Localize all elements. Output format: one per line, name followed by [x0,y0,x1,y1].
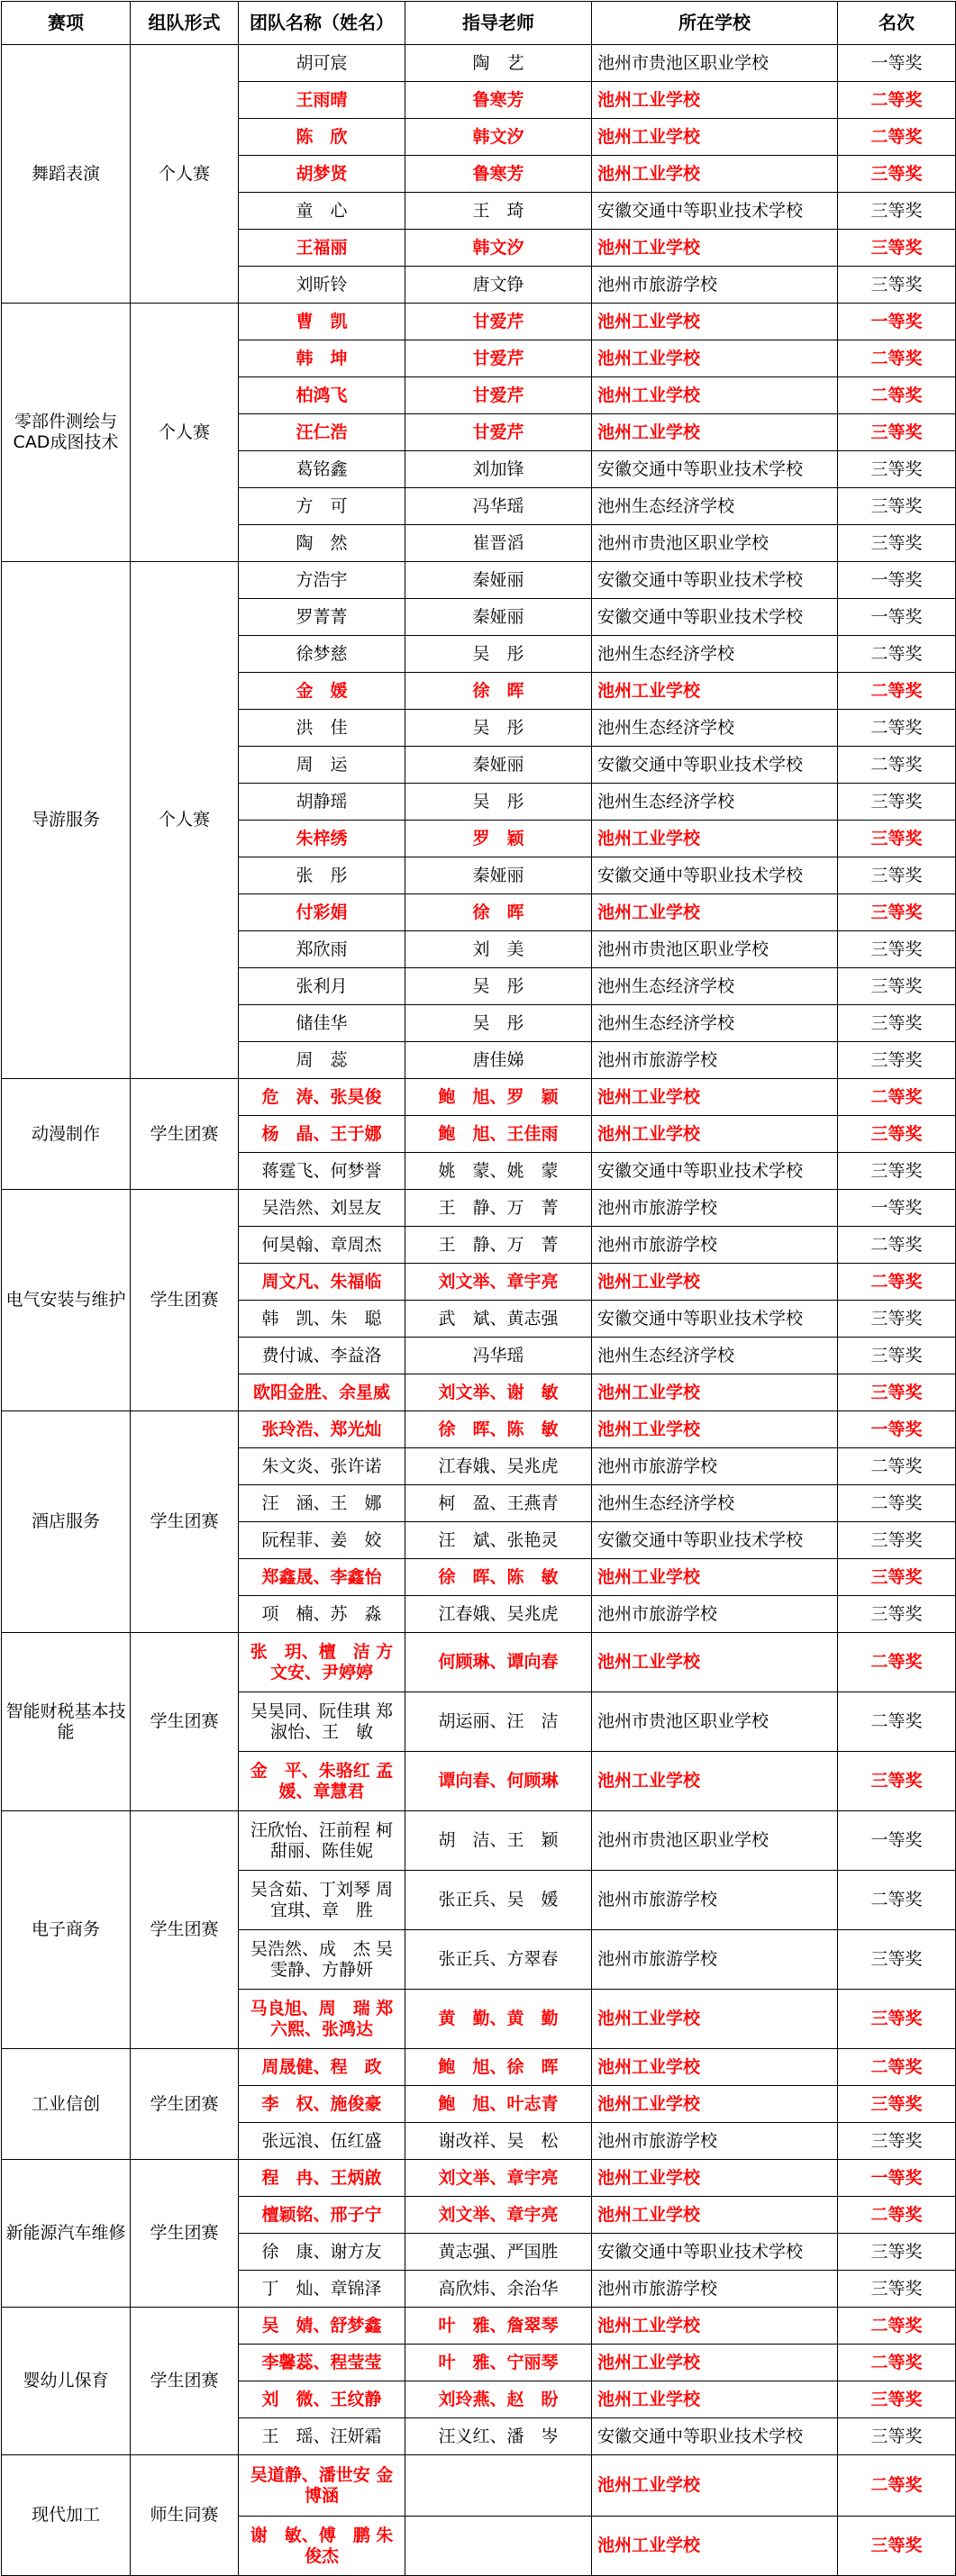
team-name-cell: 吴浩然、成 杰 吴雯静、方静妍 [239,1930,405,1990]
rank-cell: 三等奖 [838,1752,956,1811]
teacher-cell: 汪 斌、张艳灵 [405,1522,592,1559]
rank-cell: 二等奖 [838,1264,956,1301]
event-cell: 现代加工 [2,2455,131,2576]
header-format: 组队形式 [131,2,239,45]
teacher-cell: 柯 盈、王燕青 [405,1485,592,1522]
school-cell: 池州工业学校 [592,2308,838,2345]
teacher-cell: 谭向春、何顾琳 [405,1752,592,1811]
teacher-cell: 秦娅丽 [405,599,592,636]
school-cell: 池州市贵池区职业学校 [592,931,838,968]
team-name-cell: 周晟健、程 政 [239,2049,405,2086]
event-cell: 零部件测绘与CAD成图技术 [2,304,131,562]
table-row [2,2308,956,2345]
rank-cell: 一等奖 [838,45,956,82]
school-cell: 池州市贵池区职业学校 [592,1692,838,1752]
table-row [2,2455,956,2517]
event-cell: 电子商务 [2,1811,131,2049]
format-cell: 学生团赛 [131,1190,239,1411]
table-row [2,1811,956,1871]
school-cell: 池州生态经济学校 [592,1005,838,1042]
rank-cell: 二等奖 [838,82,956,119]
awards-table [1,1,956,2576]
school-cell: 池州工业学校 [592,230,838,267]
team-name-cell: 汪 涵、王 娜 [239,1485,405,1522]
team-name-cell: 金 平、朱骆红 孟 媛、章慧君 [239,1752,405,1811]
team-name-cell: 张远浪、伍红盛 [239,2123,405,2160]
teacher-cell: 何顾琳、谭向春 [405,1633,592,1692]
school-cell: 安徽交通中等职业技术学校 [592,2234,838,2271]
teacher-cell: 刘文举、谢 敏 [405,1374,592,1411]
school-cell: 池州工业学校 [592,1633,838,1692]
rank-cell: 二等奖 [838,1079,956,1116]
rank-cell: 二等奖 [838,340,956,377]
rank-cell: 三等奖 [838,2418,956,2455]
teacher-cell: 黄志强、严国胜 [405,2234,592,2271]
format-cell: 学生团赛 [131,1811,239,2049]
rank-cell: 二等奖 [838,2308,956,2345]
team-name-cell: 陈 欣 [239,119,405,156]
school-cell: 安徽交通中等职业技术学校 [592,599,838,636]
teacher-cell: 叶 雅、宁丽琴 [405,2345,592,2381]
header-teacher: 指导老师 [405,2,592,45]
team-name-cell: 葛铭鑫 [239,451,405,488]
rank-cell: 三等奖 [838,2086,956,2123]
teacher-cell: 罗 颖 [405,821,592,857]
teacher-cell: 陶 艺 [405,45,592,82]
rank-cell: 二等奖 [838,2197,956,2234]
rank-cell: 一等奖 [838,1811,956,1871]
school-cell: 池州工业学校 [592,1079,838,1116]
event-cell: 智能财税基本技能 [2,1633,131,1811]
rank-cell: 二等奖 [838,1692,956,1752]
teacher-cell: 徐 晖、陈 敏 [405,1411,592,1448]
event-cell: 酒店服务 [2,1411,131,1633]
team-name-cell: 朱梓绣 [239,821,405,857]
event-cell: 工业信创 [2,2049,131,2160]
rank-cell: 一等奖 [838,1411,956,1448]
rank-cell: 三等奖 [838,2234,956,2271]
school-cell: 池州市贵池区职业学校 [592,525,838,562]
school-cell: 安徽交通中等职业技术学校 [592,857,838,894]
teacher-cell: 刘 美 [405,931,592,968]
format-cell: 学生团赛 [131,2160,239,2308]
school-cell: 池州工业学校 [592,414,838,451]
team-name-cell: 吴含茹、丁刘琴 周宜琪、章 胜 [239,1871,405,1930]
table-row [2,1411,956,1448]
school-cell: 池州市贵池区职业学校 [592,1811,838,1871]
school-cell: 池州工业学校 [592,2455,838,2517]
rank-cell: 三等奖 [838,968,956,1005]
school-cell: 池州市旅游学校 [592,2123,838,2160]
team-name-cell: 汪欣怡、汪前程 柯甜丽、陈佳妮 [239,1811,405,1871]
school-cell: 池州工业学校 [592,1559,838,1596]
team-name-cell: 张利月 [239,968,405,1005]
rank-cell: 三等奖 [838,857,956,894]
rank-cell: 二等奖 [838,119,956,156]
teacher-cell: 秦娅丽 [405,857,592,894]
teacher-cell: 崔晋滔 [405,525,592,562]
teacher-cell: 鲍 旭、叶志青 [405,2086,592,2123]
team-name-cell: 郑欣雨 [239,931,405,968]
rank-cell: 三等奖 [838,931,956,968]
school-cell: 池州工业学校 [592,2345,838,2381]
school-cell: 池州工业学校 [592,2197,838,2234]
table-row [2,1190,956,1227]
team-name-cell: 徐 康、谢方友 [239,2234,405,2271]
teacher-cell: 刘文举、章宇亮 [405,2197,592,2234]
school-cell: 池州市旅游学校 [592,2271,838,2308]
teacher-cell: 胡运丽、汪 洁 [405,1692,592,1752]
rank-cell: 二等奖 [838,1871,956,1930]
rank-cell: 三等奖 [838,1338,956,1374]
school-cell: 池州工业学校 [592,1411,838,1448]
rank-cell: 三等奖 [838,2271,956,2308]
school-cell: 池州市贵池区职业学校 [592,45,838,82]
teacher-cell: 张正兵、吴 媛 [405,1871,592,1930]
rank-cell: 二等奖 [838,2049,956,2086]
teacher-cell: 韩文汐 [405,230,592,267]
header-team-name: 团队名称（姓名） [239,2,405,45]
team-name-cell: 王福丽 [239,230,405,267]
teacher-cell: 刘文举、章宇亮 [405,1264,592,1301]
format-cell: 学生团赛 [131,1411,239,1633]
team-name-cell: 马良旭、周 瑞 郑六熙、张鸿达 [239,1990,405,2049]
teacher-cell: 徐 晖 [405,894,592,931]
event-cell: 舞蹈表演 [2,45,131,304]
rank-cell: 三等奖 [838,894,956,931]
team-name-cell: 胡静瑶 [239,784,405,821]
rank-cell: 二等奖 [838,747,956,784]
teacher-cell: 鲁寒芳 [405,82,592,119]
school-cell: 池州生态经济学校 [592,1485,838,1522]
rank-cell: 二等奖 [838,1227,956,1264]
school-cell: 池州工业学校 [592,1116,838,1153]
table-row [2,304,956,340]
team-name-cell: 项 楠、苏 淼 [239,1596,405,1633]
school-cell: 池州工业学校 [592,340,838,377]
school-cell: 池州市旅游学校 [592,1042,838,1079]
rank-cell: 三等奖 [838,525,956,562]
rank-cell: 三等奖 [838,2381,956,2418]
header-row [2,2,956,45]
school-cell: 池州工业学校 [592,1752,838,1811]
team-name-cell: 王雨晴 [239,82,405,119]
team-name-cell: 程 冉、王炳啟 [239,2160,405,2197]
teacher-cell: 汪义红、潘 岑 [405,2418,592,2455]
rank-cell: 二等奖 [838,1633,956,1692]
table-body [2,45,956,2576]
school-cell: 池州市旅游学校 [592,1227,838,1264]
format-cell: 学生团赛 [131,2308,239,2455]
teacher-cell: 甘爱芹 [405,414,592,451]
team-name-cell: 蒋霆飞、何梦誉 [239,1153,405,1190]
school-cell: 池州工业学校 [592,673,838,710]
team-name-cell: 张 玥、檀 洁 方文安、尹婷婷 [239,1633,405,1692]
team-name-cell: 汪仁浩 [239,414,405,451]
teacher-cell: 姚 蒙、姚 蒙 [405,1153,592,1190]
school-cell: 池州市旅游学校 [592,1930,838,1990]
teacher-cell: 甘爱芹 [405,304,592,340]
event-cell: 电气安装与维护 [2,1190,131,1411]
table-row [2,1079,956,1116]
rank-cell: 三等奖 [838,1596,956,1633]
team-name-cell: 周 蕊 [239,1042,405,1079]
rank-cell: 二等奖 [838,2455,956,2517]
rank-cell: 三等奖 [838,1153,956,1190]
format-cell: 个人赛 [131,562,239,1079]
teacher-cell: 吴 彤 [405,968,592,1005]
team-name-cell: 韩 坤 [239,340,405,377]
rank-cell: 二等奖 [838,1485,956,1522]
rank-cell: 三等奖 [838,414,956,451]
teacher-cell: 江春娥、吴兆虎 [405,1448,592,1485]
rank-cell: 三等奖 [838,156,956,193]
school-cell: 安徽交通中等职业技术学校 [592,193,838,230]
team-name-cell: 李 权、施俊豪 [239,2086,405,2123]
school-cell: 安徽交通中等职业技术学校 [592,747,838,784]
rank-cell: 二等奖 [838,636,956,673]
team-name-cell: 周 运 [239,747,405,784]
school-cell: 安徽交通中等职业技术学校 [592,1153,838,1190]
teacher-cell: 江春娥、吴兆虎 [405,1596,592,1633]
team-name-cell: 曹 凯 [239,304,405,340]
rank-cell: 一等奖 [838,2160,956,2197]
rank-cell: 三等奖 [838,2517,956,2576]
rank-cell: 三等奖 [838,267,956,304]
team-name-cell: 徐梦慈 [239,636,405,673]
teacher-cell [405,2517,592,2576]
rank-cell: 三等奖 [838,1559,956,1596]
team-name-cell: 周文凡、朱福临 [239,1264,405,1301]
event-cell: 导游服务 [2,562,131,1079]
teacher-cell: 徐 晖、陈 敏 [405,1559,592,1596]
teacher-cell: 徐 晖 [405,673,592,710]
school-cell: 池州工业学校 [592,156,838,193]
school-cell: 池州市旅游学校 [592,1596,838,1633]
table-row [2,562,956,599]
header-school: 所在学校 [592,2,838,45]
team-name-cell: 罗菁菁 [239,599,405,636]
rank-cell: 一等奖 [838,304,956,340]
team-name-cell: 韩 凯、朱 聪 [239,1301,405,1338]
team-name-cell: 方 可 [239,488,405,525]
team-name-cell: 欧阳金胜、余星威 [239,1374,405,1411]
rank-cell: 二等奖 [838,2345,956,2381]
rank-cell: 三等奖 [838,821,956,857]
table-row [2,45,956,82]
format-cell: 个人赛 [131,304,239,562]
school-cell: 池州生态经济学校 [592,968,838,1005]
rank-cell: 三等奖 [838,784,956,821]
teacher-cell: 胡 洁、王 颖 [405,1811,592,1871]
teacher-cell: 张正兵、方翠春 [405,1930,592,1990]
school-cell: 池州市旅游学校 [592,1871,838,1930]
teacher-cell: 甘爱芹 [405,377,592,414]
rank-cell: 二等奖 [838,377,956,414]
rank-cell: 三等奖 [838,230,956,267]
school-cell: 安徽交通中等职业技术学校 [592,451,838,488]
school-cell: 池州工业学校 [592,304,838,340]
school-cell: 池州工业学校 [592,2049,838,2086]
teacher-cell: 吴 彤 [405,784,592,821]
teacher-cell: 武 斌、黄志强 [405,1301,592,1338]
teacher-cell: 叶 雅、詹翠琴 [405,2308,592,2345]
team-name-cell: 储佳华 [239,1005,405,1042]
teacher-cell: 秦娅丽 [405,747,592,784]
event-cell: 新能源汽车维修 [2,2160,131,2308]
rank-cell: 三等奖 [838,193,956,230]
format-cell: 个人赛 [131,45,239,304]
header-rank: 名次 [838,2,956,45]
rank-cell: 二等奖 [838,710,956,747]
team-name-cell: 危 涛、张昊俊 [239,1079,405,1116]
rank-cell: 三等奖 [838,2123,956,2160]
team-name-cell: 檀颖铭、邢子宁 [239,2197,405,2234]
team-name-cell: 吴道静、潘世安 金博涵 [239,2455,405,2517]
teacher-cell: 王 静、万 菁 [405,1227,592,1264]
teacher-cell: 刘文举、章宇亮 [405,2160,592,2197]
team-name-cell: 付彩娟 [239,894,405,931]
team-name-cell: 柏鸿飞 [239,377,405,414]
teacher-cell: 鲁寒芳 [405,156,592,193]
table-row [2,1633,956,1692]
school-cell: 池州工业学校 [592,821,838,857]
rank-cell: 三等奖 [838,1005,956,1042]
rank-cell: 三等奖 [838,488,956,525]
team-name-cell: 阮程菲、姜 姣 [239,1522,405,1559]
rank-cell: 一等奖 [838,599,956,636]
event-cell: 婴幼儿保育 [2,2308,131,2455]
team-name-cell: 王 瑶、汪妍霜 [239,2418,405,2455]
team-name-cell: 童 心 [239,193,405,230]
team-name-cell: 刘 微、王纹静 [239,2381,405,2418]
teacher-cell: 吴 彤 [405,636,592,673]
teacher-cell: 鲍 旭、王佳雨 [405,1116,592,1153]
school-cell: 池州市旅游学校 [592,1190,838,1227]
table-row [2,2160,956,2197]
school-cell: 池州工业学校 [592,119,838,156]
school-cell: 池州工业学校 [592,2517,838,2576]
school-cell: 池州生态经济学校 [592,488,838,525]
school-cell: 池州工业学校 [592,82,838,119]
team-name-cell: 张 彤 [239,857,405,894]
team-name-cell: 朱文炎、张许诺 [239,1448,405,1485]
teacher-cell: 唐佳娣 [405,1042,592,1079]
header-event: 赛项 [2,2,131,45]
team-name-cell: 吴昊同、阮佳琪 郑淑怡、王 敏 [239,1692,405,1752]
teacher-cell: 高欣炜、余治华 [405,2271,592,2308]
school-cell: 池州工业学校 [592,2086,838,2123]
teacher-cell [405,2455,592,2517]
rank-cell: 二等奖 [838,673,956,710]
teacher-cell: 王 琦 [405,193,592,230]
team-name-cell: 丁 灿、章锦泽 [239,2271,405,2308]
rank-cell: 一等奖 [838,1190,956,1227]
teacher-cell: 黄 勤、黄 勤 [405,1990,592,2049]
rank-cell: 三等奖 [838,1301,956,1338]
school-cell: 池州生态经济学校 [592,784,838,821]
teacher-cell: 刘玲燕、赵 盼 [405,2381,592,2418]
team-name-cell: 胡可宸 [239,45,405,82]
school-cell: 池州市旅游学校 [592,267,838,304]
team-name-cell: 洪 佳 [239,710,405,747]
format-cell: 学生团赛 [131,1633,239,1811]
school-cell: 安徽交通中等职业技术学校 [592,1301,838,1338]
rank-cell: 三等奖 [838,1116,956,1153]
school-cell: 安徽交通中等职业技术学校 [592,562,838,599]
school-cell: 池州工业学校 [592,377,838,414]
team-name-cell: 胡梦贤 [239,156,405,193]
rank-cell: 一等奖 [838,562,956,599]
teacher-cell: 吴 彤 [405,1005,592,1042]
team-name-cell: 杨 晶、王于娜 [239,1116,405,1153]
teacher-cell: 秦娅丽 [405,562,592,599]
school-cell: 池州工业学校 [592,2160,838,2197]
team-name-cell: 郑鑫晟、李鑫怡 [239,1559,405,1596]
rank-cell: 三等奖 [838,1522,956,1559]
rank-cell: 三等奖 [838,1042,956,1079]
rank-cell: 三等奖 [838,1930,956,1990]
format-cell: 学生团赛 [131,2049,239,2160]
rank-cell: 二等奖 [838,1448,956,1485]
teacher-cell: 吴 彤 [405,710,592,747]
team-name-cell: 金 媛 [239,673,405,710]
school-cell: 池州工业学校 [592,1990,838,2049]
team-name-cell: 张玲浩、郑光灿 [239,1411,405,1448]
team-name-cell: 费付诚、李益洛 [239,1338,405,1374]
rank-cell: 三等奖 [838,451,956,488]
school-cell: 池州工业学校 [592,1264,838,1301]
teacher-cell: 鲍 旭、徐 晖 [405,2049,592,2086]
team-name-cell: 谢 敏、傅 鹏 朱俊杰 [239,2517,405,2576]
team-name-cell: 吴浩然、刘昱友 [239,1190,405,1227]
team-name-cell: 何昊翰、章周杰 [239,1227,405,1264]
team-name-cell: 陶 然 [239,525,405,562]
team-name-cell: 李馨蕊、程莹莹 [239,2345,405,2381]
team-name-cell: 吴 婧、舒梦鑫 [239,2308,405,2345]
table-row [2,2049,956,2086]
school-cell: 安徽交通中等职业技术学校 [592,1522,838,1559]
event-cell: 动漫制作 [2,1079,131,1190]
teacher-cell: 韩文汐 [405,119,592,156]
rank-cell: 三等奖 [838,1990,956,2049]
school-cell: 池州生态经济学校 [592,710,838,747]
teacher-cell: 唐文铮 [405,267,592,304]
teacher-cell: 甘爱芹 [405,340,592,377]
teacher-cell: 王 静、万 菁 [405,1190,592,1227]
team-name-cell: 刘昕铃 [239,267,405,304]
teacher-cell: 鲍 旭、罗 颖 [405,1079,592,1116]
school-cell: 池州工业学校 [592,1374,838,1411]
school-cell: 池州生态经济学校 [592,636,838,673]
school-cell: 池州市旅游学校 [592,1448,838,1485]
teacher-cell: 冯华瑶 [405,488,592,525]
school-cell: 池州工业学校 [592,894,838,931]
school-cell: 池州生态经济学校 [592,1338,838,1374]
format-cell: 师生同赛 [131,2455,239,2576]
rank-cell: 三等奖 [838,1374,956,1411]
teacher-cell: 谢改祥、吴 松 [405,2123,592,2160]
school-cell: 安徽交通中等职业技术学校 [592,2418,838,2455]
team-name-cell: 方浩宇 [239,562,405,599]
teacher-cell: 刘加锋 [405,451,592,488]
school-cell: 池州工业学校 [592,2381,838,2418]
format-cell: 学生团赛 [131,1079,239,1190]
teacher-cell: 冯华瑶 [405,1338,592,1374]
